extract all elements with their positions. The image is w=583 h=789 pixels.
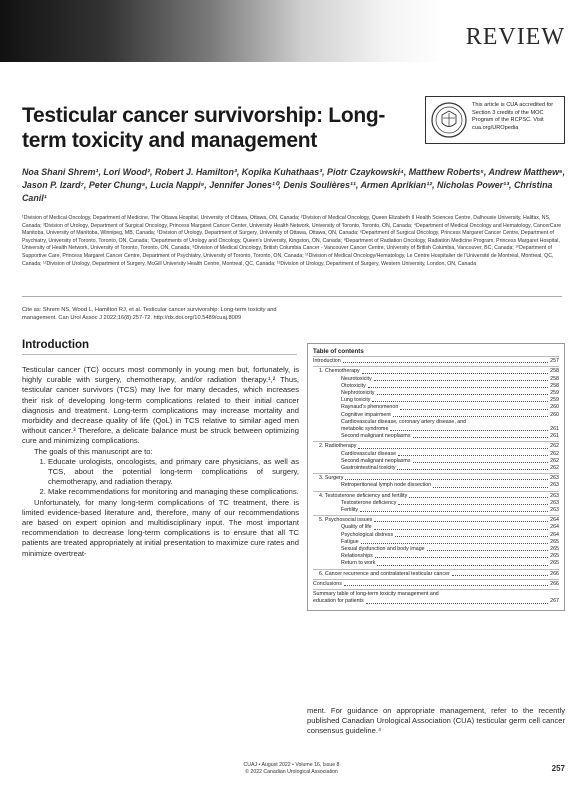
author-list: Noa Shani Shrem¹, Lori Wood², Robert J. Hamilton³, Kopika Kuhathaas³, Piotr Czaykowski⁴, Matthew Roberts⁵, Andrew Matthew⁶, Jason P. Izard⁷, Peter Chung⁸, Lucia Nappi⁹, Jennifer Jones¹⁰, Denis Soulières¹¹, Armen Aprikian¹², Nicholas Power¹³, Christina Canil¹ xyxy=(22,167,566,204)
toc-entry[interactable]: Cognitive impairment 260 xyxy=(341,411,559,418)
toc-entry[interactable]: metabolic syndrome 261 xyxy=(341,426,559,433)
right-body-continuation: ment. For guidance on appropriate management, refer to the recently published Canadian Urological Association (CUA) testicular germ cell cancer consensus guideline.⁴ xyxy=(307,706,565,736)
toc-entry[interactable]: Fatigue 265 xyxy=(341,538,559,545)
toc-entry[interactable]: Raynaud's phenomenon 260 xyxy=(341,404,559,411)
article-title: Testicular cancer survivorship: Long-term toxicity and management xyxy=(22,104,386,152)
list-item: 2. Make recommendations for monitoring and managing these complications. xyxy=(48,487,299,497)
toc-entry[interactable]: Retroperitoneal lymph node dissection 263 xyxy=(341,482,559,489)
toc-entry[interactable]: Gastrointestinal toxicity 262 xyxy=(341,465,559,472)
toc-entry[interactable]: 1. Chemotherapy 258 xyxy=(319,368,559,375)
footer-journal-line: CUAJ • August 2022 • Volume 16, Issue 8 xyxy=(243,762,340,768)
toc-entry[interactable]: Cardiovascular disease 262 xyxy=(341,450,559,457)
toc-entry[interactable]: Nephrotoxicity 259 xyxy=(341,390,559,397)
section-label: REVIEW xyxy=(465,24,565,50)
toc-entry[interactable]: Ototoxicity 258 xyxy=(341,382,559,389)
table-of-contents xyxy=(307,343,565,611)
cme-text: This article is CUA accredited for Section 3 credits of the MOC Program of the RCPSC. Visit cua.org/UROpedia xyxy=(472,102,554,131)
toc-title: Table of contents xyxy=(313,348,364,355)
toc-entry[interactable]: Neurotoxicity 258 xyxy=(341,375,559,382)
footer-copyright: © 2022 Canadian Urological Association xyxy=(245,769,338,775)
toc-entry[interactable]: 5. Psychosocial issues 264 xyxy=(319,517,559,524)
toc-entry[interactable]: 6. Cancer recurrence and contralateral testicular cancer 266 xyxy=(319,570,559,577)
toc-entry[interactable]: Quality of life 264 xyxy=(341,524,559,531)
divider xyxy=(22,296,562,297)
toc-entry[interactable]: Testosterone deficiency 263 xyxy=(341,499,559,506)
page-footer xyxy=(0,762,583,776)
intro-paragraph-3: Unfortunately, for many long-term complications of TC treatment, there is limited evidence-based literature and, therefore, many of our recommendations are based on expert opinion and multidisciplinary input. The most important recommendation to decrease long-term complications is to ensure that all TC patients are treated appropriately at initial presentation to maximize cure rates and minimize overtreat- xyxy=(22,497,299,558)
toc-entry[interactable]: Psychological distress 264 xyxy=(341,531,559,538)
intro-paragraph-1: Testicular cancer (TC) occurs most commonly in young men but, fortunately, is highly curable with surgery, chemotherapy, and/or radiation therapy.¹,² Thus, testicular cancer survivors (TCS) may live for many decades, which increases their risk of developing long-term complications related to their initial cancer diagnosis and treatment. Long-term complications may increase mortality and morbidity and decrease quality of life (QoL) in TCS relative to similar aged men without cancer.³ Therefore, a delicate balance must be struck between optimizing cure and minimizing complications. xyxy=(22,365,299,446)
toc-entry[interactable]: 4. Testosterone deficiency and fertility 263 xyxy=(319,492,559,499)
toc-entry[interactable]: Relationships 265 xyxy=(341,553,559,560)
citation: Cite as: Shrem NS, Wood L, Hamilton RJ, et al. Testicular cancer survivorship: Long-term toxicity and management. Can Urol Assoc J 2022;16(8):257-72. http://dx.doi.org/10.5489/cuaj.8009 xyxy=(22,307,277,321)
toc-entry[interactable]: Return to work 265 xyxy=(341,560,559,567)
list-item: 1. Educate urologists, oncologists, and primary care physicians, as well as TCS, about the potential long-term complications of surgery, chemotherapy, and radiation therapy. xyxy=(48,457,299,488)
toc-entry[interactable]: Introduction 257 xyxy=(313,358,559,365)
toc-entry[interactable]: Conclusions 266 xyxy=(313,580,559,587)
toc-entry[interactable]: Second malignant neoplasms 262 xyxy=(341,457,559,464)
toc-entry[interactable]: Fertility 263 xyxy=(341,507,559,514)
toc-entry[interactable]: Lung toxicity 259 xyxy=(341,397,559,404)
toc-entry-line: Summary table of long-term toxicity management and xyxy=(313,591,439,598)
toc-entry[interactable]: Sexual dysfunction and body image 265 xyxy=(341,546,559,553)
cme-accreditation-box xyxy=(425,96,565,144)
toc-entry[interactable]: 3. Surgery 263 xyxy=(319,475,559,482)
affiliations: ¹Division of Medical Oncology, Department of Medicine, The Ottawa Hospital, University of Ottawa, Ottawa, ON, Canada; ²Division of Medical Oncology, Queen Elizabeth II Health Sciences Centre, Dalhousie University, Halifax, NS, Canada; ³Division of Urology, Department of Surgical Oncology, Princess Margaret Cancer Center, University Health Network, University of Toronto, Toronto, ON, Canada; ⁴Department of Medical Oncology and Hematology, CancerCare Manitoba, University of Manitoba, Winnipeg, MB, Canada; ⁵Division of Urology, Department of Surgery, University of Ottawa, Ottawa, ON, Canada; ⁶Department of Surgical Oncology, Princess Margaret Cancer Centre, Department of Psychiatry, University of Toronto, Toronto, ON, Canada; ⁷Departments of Urology and Oncology, Queen's University, Kingston, ON, Canada; ⁸Department of Radiation Oncology, Radiation Medicine Program, Princess Margaret Hospital, University of Health Network, University of Toronto, Toronto, ON, Canada; ⁹Division of Medical Oncology, British Columbia Cancer - Vancouver Cancer Centre, University of British Columbia, Vancouver, BC, Canada; ¹⁰Department of Supportive Care, Princess Margaret Cancer Centre, Department of Psychiatry, University of Toronto, Toronto, ON, Canada; ¹¹Division of Medical Oncology/Hematology, Le Centre Hospitalier de l'Université de Montréal, Montreal, QC, Canada; ¹²Division of Urology, Department of Surgery, McGill University Health Centre, Montreal, QC, Canada; ¹³Division of Urology, Department of Surgery, Western University, London, ON, Canada xyxy=(22,215,562,267)
introduction-heading: Introduction xyxy=(22,339,297,355)
toc-entry[interactable]: education for patients 267 xyxy=(313,598,559,605)
royal-college-seal-icon xyxy=(430,101,468,139)
goals-list xyxy=(22,457,299,498)
intro-paragraph-2: The goals of this manuscript are to: xyxy=(34,446,153,456)
toc-entry[interactable]: Second malignant neoplasms 261 xyxy=(341,433,559,440)
left-body-column xyxy=(22,365,299,559)
page-number: 257 xyxy=(551,764,565,773)
toc-entry-line: Cardiovascular disease, coronary artery disease, and xyxy=(341,418,467,425)
toc-entry[interactable]: 2. Radiotherapy 262 xyxy=(319,443,559,450)
